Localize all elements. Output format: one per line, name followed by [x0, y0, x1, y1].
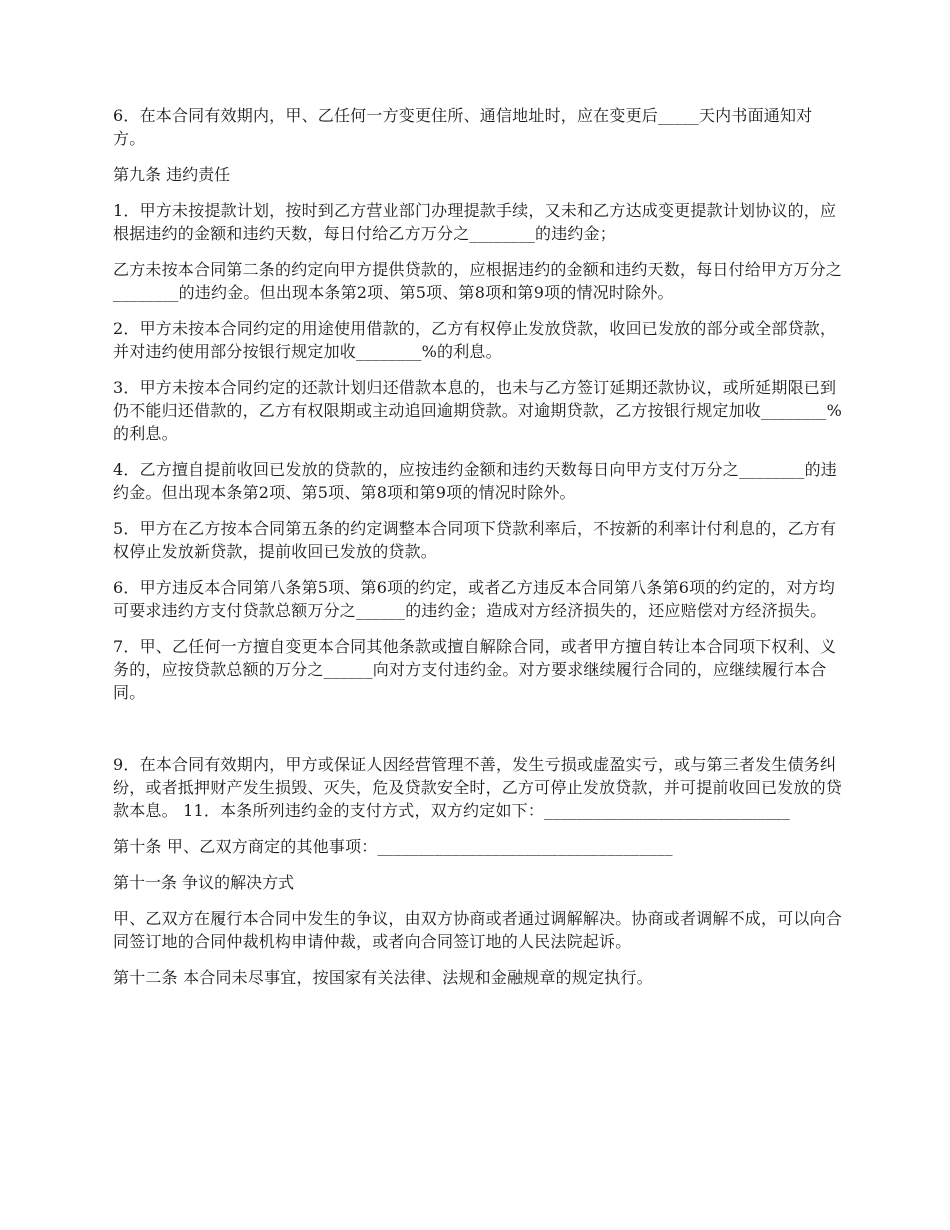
- document-page: [113, 104, 843, 1002]
- article-11-dispute-resolution: 甲、乙双方在履行本合同中发生的争议，由双方协商或者通过调解解决。协商或者调解不成，可以向合同签订地的合同仲裁机构申请仲裁，或者向合同签订地的人民法院起诉。: [113, 909, 843, 951]
- clause-6-breach: 6．甲方违反本合同第八条第5项、第6项的约定，或者乙方违反本合同第八条第6项的约定的，对方均可要求违约方支付贷款总额万分之______的违约金；造成对方经济损失的，还应赔偿对方经济损失。: [113, 578, 835, 620]
- clause-5-interest-rate: 5．甲方在乙方按本合同第五条的约定调整本合同项下贷款利率后，不按新的利率计付利息的，乙方有权停止发放新贷款，提前收回已发放的贷款。: [113, 519, 837, 561]
- clause-1-party-a-withdrawal: 1．甲方未按提款计划，按时到乙方营业部门办理提款手续，又未和乙方达成变更提款计划协议的，应根据违约的金额和违约天数，每日付给乙方万分之________的违约金；: [113, 201, 837, 243]
- clause-4-early-recall: 4．乙方擅自提前收回已发放的贷款的，应按违约金额和违约天数每日向甲方支付万分之________的违约金。但出现本条第2项、第5项、第8项和第9项的情况时除外。: [113, 460, 837, 502]
- clause-9-and-11: 9．在本合同有效期内，甲方或保证人因经营管理不善，发生亏损或虚盈实亏，或与第三者发生债务纠纷，或者抵押财产发生损毁、灭失，危及贷款安全时，乙方可停止发放贷款，并可提前收回已发放的贷款本息。 11．本条所列违约金的支付方式，双方约定如下：______________________________: [113, 755, 843, 820]
- spacer: [113, 717, 843, 753]
- article-12-miscellaneous: 第十二条 本合同未尽事宜，按国家有关法律、法规和金融规章的规定执行。: [113, 968, 653, 987]
- clause-1-party-b-loan: 乙方未按本合同第二条的约定向甲方提供贷款的，应根据违约的金额和违约天数，每日付给甲方万分之________的违约金。但出现本条第2项、第5项、第8项和第9项的情况时除外。: [113, 260, 843, 302]
- article-11-heading: 第十一条 争议的解决方式: [113, 873, 295, 892]
- clause-2-misuse: 2．甲方未按本合同约定的用途使用借款的，乙方有权停止发放贷款，收回已发放的部分或全部贷款，并对违约使用部分按银行规定加收________%的利息。: [113, 319, 837, 361]
- clause-3-repayment: 3．甲方未按本合同约定的还款计划归还借款本息的，也未与乙方签订延期还款协议，或所延期限已到仍不能归还借款的，乙方有权限期或主动追回逾期贷款。对逾期贷款，乙方按银行规定加收________%的利息。: [113, 378, 843, 443]
- article-9-heading: 第九条 违约责任: [113, 165, 231, 184]
- article-10-other-matters: 第十条 甲、乙双方商定的其他事项：____________________________________: [113, 837, 673, 856]
- clause-7-unilateral-change: 7．甲、乙任何一方擅自变更本合同其他条款或擅自解除合同，或者甲方擅自转让本合同项下权利、义务的，应按贷款总额的万分之______向对方支付违约金。对方要求继续履行合同的，应继续履行本合同。: [113, 637, 837, 702]
- clause-6-address-change: 6．在本合同有效期内，甲、乙任何一方变更住所、通信地址时，应在变更后_____天内书面通知对方。: [113, 106, 813, 148]
